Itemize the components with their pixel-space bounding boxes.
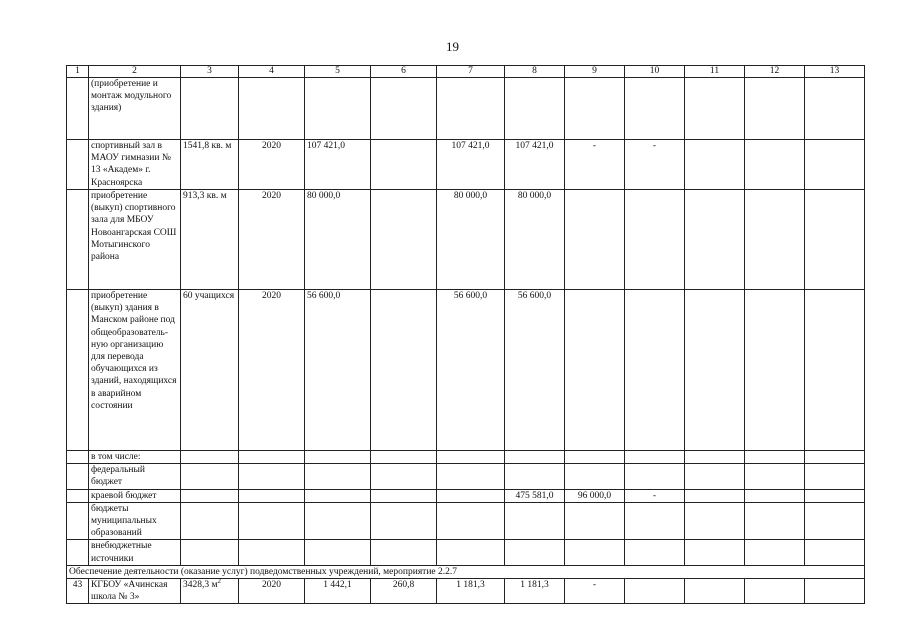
table-row xyxy=(67,451,865,464)
cell xyxy=(625,502,685,540)
capacity-cell: 1541,8 кв. м xyxy=(181,140,239,190)
amount-cell: - xyxy=(625,140,685,190)
column-number: 2 xyxy=(89,66,181,78)
column-number-row xyxy=(67,66,865,78)
cell xyxy=(371,290,437,451)
cell xyxy=(67,78,89,140)
capacity-cell: 60 учащихся xyxy=(181,290,239,451)
cell xyxy=(625,190,685,290)
cell xyxy=(805,579,865,604)
cell xyxy=(239,78,305,140)
cell xyxy=(67,464,89,489)
cell xyxy=(239,540,305,565)
cell xyxy=(685,140,745,190)
cell xyxy=(181,464,239,489)
row-number-cell: 43 xyxy=(67,579,89,604)
object-name-cell: федеральный бюджет xyxy=(89,464,181,489)
cell xyxy=(625,540,685,565)
cell xyxy=(371,464,437,489)
column-number: 13 xyxy=(805,66,865,78)
cell xyxy=(67,140,89,190)
cell xyxy=(305,502,371,540)
cell xyxy=(239,502,305,540)
amount-cell: 1 442,1 xyxy=(305,579,371,604)
cell xyxy=(565,464,625,489)
table-row xyxy=(67,190,865,290)
cell xyxy=(685,190,745,290)
amount-cell: 107 421,0 xyxy=(305,140,371,190)
cell xyxy=(181,489,239,502)
cell xyxy=(685,78,745,140)
cell xyxy=(505,78,565,140)
cell xyxy=(745,579,805,604)
column-number: 3 xyxy=(181,66,239,78)
cell xyxy=(565,502,625,540)
capacity-value: 3428,3 м xyxy=(183,580,218,591)
cell xyxy=(305,78,371,140)
year-cell: 2020 xyxy=(239,290,305,451)
amount-cell: - xyxy=(565,140,625,190)
amount-cell: - xyxy=(625,489,685,502)
budget-table xyxy=(66,65,865,604)
cell xyxy=(805,540,865,565)
cell xyxy=(805,78,865,140)
table-row xyxy=(67,540,865,565)
cell xyxy=(181,451,239,464)
cell xyxy=(305,489,371,502)
cell xyxy=(371,502,437,540)
cell xyxy=(67,290,89,451)
column-number: 4 xyxy=(239,66,305,78)
cell xyxy=(805,502,865,540)
cell xyxy=(505,540,565,565)
cell xyxy=(745,489,805,502)
table-row xyxy=(67,489,865,502)
cell xyxy=(437,489,505,502)
amount-cell: 56 600,0 xyxy=(305,290,371,451)
cell xyxy=(67,489,89,502)
cell xyxy=(67,502,89,540)
cell xyxy=(437,78,505,140)
cell xyxy=(505,502,565,540)
cell xyxy=(305,464,371,489)
cell xyxy=(239,489,305,502)
cell xyxy=(437,464,505,489)
capacity-cell: 913,3 кв. м xyxy=(181,190,239,290)
cell xyxy=(745,540,805,565)
amount-cell: 80 000,0 xyxy=(505,190,565,290)
cell xyxy=(625,579,685,604)
cell xyxy=(685,451,745,464)
object-name-cell: приобретение (выкуп) спортивного зала для МБОУ Новоангарская СОШ Мотыгинского района xyxy=(89,190,181,290)
object-name-cell: спортивный зал в МАОУ гимназии № 13 «Академ» г. Красноярска xyxy=(89,140,181,190)
amount-cell: 56 600,0 xyxy=(437,290,505,451)
cell xyxy=(239,451,305,464)
table-row xyxy=(67,140,865,190)
cell xyxy=(805,489,865,502)
amount-cell: 475 581,0 xyxy=(505,489,565,502)
section-heading: Обеспечение деятельности (оказание услуг) подведомственных учреждений, мероприятие 2.2.7 xyxy=(67,565,865,578)
cell xyxy=(625,451,685,464)
cell xyxy=(67,451,89,464)
cell xyxy=(505,464,565,489)
cell xyxy=(805,190,865,290)
amount-cell: 96 000,0 xyxy=(565,489,625,502)
year-cell: 2020 xyxy=(239,579,305,604)
amount-cell: 107 421,0 xyxy=(437,140,505,190)
cell xyxy=(181,78,239,140)
cell xyxy=(565,78,625,140)
cell xyxy=(505,451,565,464)
object-name-cell: КГБОУ «Ачинская школа № 3» xyxy=(89,579,181,604)
cell xyxy=(685,290,745,451)
cell xyxy=(625,78,685,140)
column-number: 5 xyxy=(305,66,371,78)
cell xyxy=(565,190,625,290)
cell xyxy=(745,78,805,140)
cell xyxy=(625,464,685,489)
table-row xyxy=(67,290,865,451)
cell xyxy=(685,489,745,502)
cell xyxy=(565,290,625,451)
cell xyxy=(437,451,505,464)
cell xyxy=(745,290,805,451)
cell xyxy=(305,540,371,565)
table-row xyxy=(67,579,865,604)
cell xyxy=(67,190,89,290)
column-number: 12 xyxy=(745,66,805,78)
page-number: 19 xyxy=(446,39,459,54)
object-name-cell: приобретение (выкуп) здания в Манском районе под общеобразователь-ную организацию для перевода обучающихся из зданий, находящихся в аварийном состоянии xyxy=(89,290,181,451)
cell xyxy=(239,464,305,489)
cell xyxy=(181,502,239,540)
amount-cell: 56 600,0 xyxy=(505,290,565,451)
capacity-unit-superscript: 2 xyxy=(217,578,222,585)
cell xyxy=(371,489,437,502)
amount-cell: 80 000,0 xyxy=(305,190,371,290)
cell xyxy=(685,579,745,604)
amount-cell: 260,8 xyxy=(371,579,437,604)
cell xyxy=(305,451,371,464)
column-number: 6 xyxy=(371,66,437,78)
table-row xyxy=(67,78,865,140)
amount-cell: 80 000,0 xyxy=(437,190,505,290)
table-row xyxy=(67,464,865,489)
cell xyxy=(805,140,865,190)
column-number: 1 xyxy=(67,66,89,78)
cell xyxy=(745,502,805,540)
cell xyxy=(371,140,437,190)
capacity-cell xyxy=(181,579,239,604)
cell xyxy=(805,451,865,464)
amount-cell: 1 181,3 xyxy=(505,579,565,604)
cell xyxy=(371,540,437,565)
object-name-cell: (приобретение и монтаж модульного здания) xyxy=(89,78,181,140)
table-row xyxy=(67,502,865,540)
amount-cell: 1 181,3 xyxy=(437,579,505,604)
cell xyxy=(625,290,685,451)
cell xyxy=(745,190,805,290)
section-heading-row xyxy=(67,565,865,578)
cell xyxy=(745,140,805,190)
amount-cell: 107 421,0 xyxy=(505,140,565,190)
object-name-cell: бюджеты муниципальных образований xyxy=(89,502,181,540)
cell xyxy=(371,451,437,464)
column-number: 10 xyxy=(625,66,685,78)
cell xyxy=(685,464,745,489)
object-name-cell: в том числе: xyxy=(89,451,181,464)
cell xyxy=(437,502,505,540)
cell xyxy=(805,464,865,489)
column-number: 9 xyxy=(565,66,625,78)
cell xyxy=(181,540,239,565)
cell xyxy=(437,540,505,565)
cell xyxy=(745,451,805,464)
year-cell: 2020 xyxy=(239,190,305,290)
cell xyxy=(805,290,865,451)
column-number: 8 xyxy=(505,66,565,78)
cell xyxy=(565,451,625,464)
object-name-cell: краевой бюджет xyxy=(89,489,181,502)
column-number: 7 xyxy=(437,66,505,78)
cell xyxy=(685,540,745,565)
cell xyxy=(685,502,745,540)
cell xyxy=(745,464,805,489)
column-number: 11 xyxy=(685,66,745,78)
cell xyxy=(565,540,625,565)
cell xyxy=(67,540,89,565)
object-name-cell: внебюджетные источники xyxy=(89,540,181,565)
cell xyxy=(371,78,437,140)
amount-cell: - xyxy=(565,579,625,604)
cell xyxy=(371,190,437,290)
year-cell: 2020 xyxy=(239,140,305,190)
